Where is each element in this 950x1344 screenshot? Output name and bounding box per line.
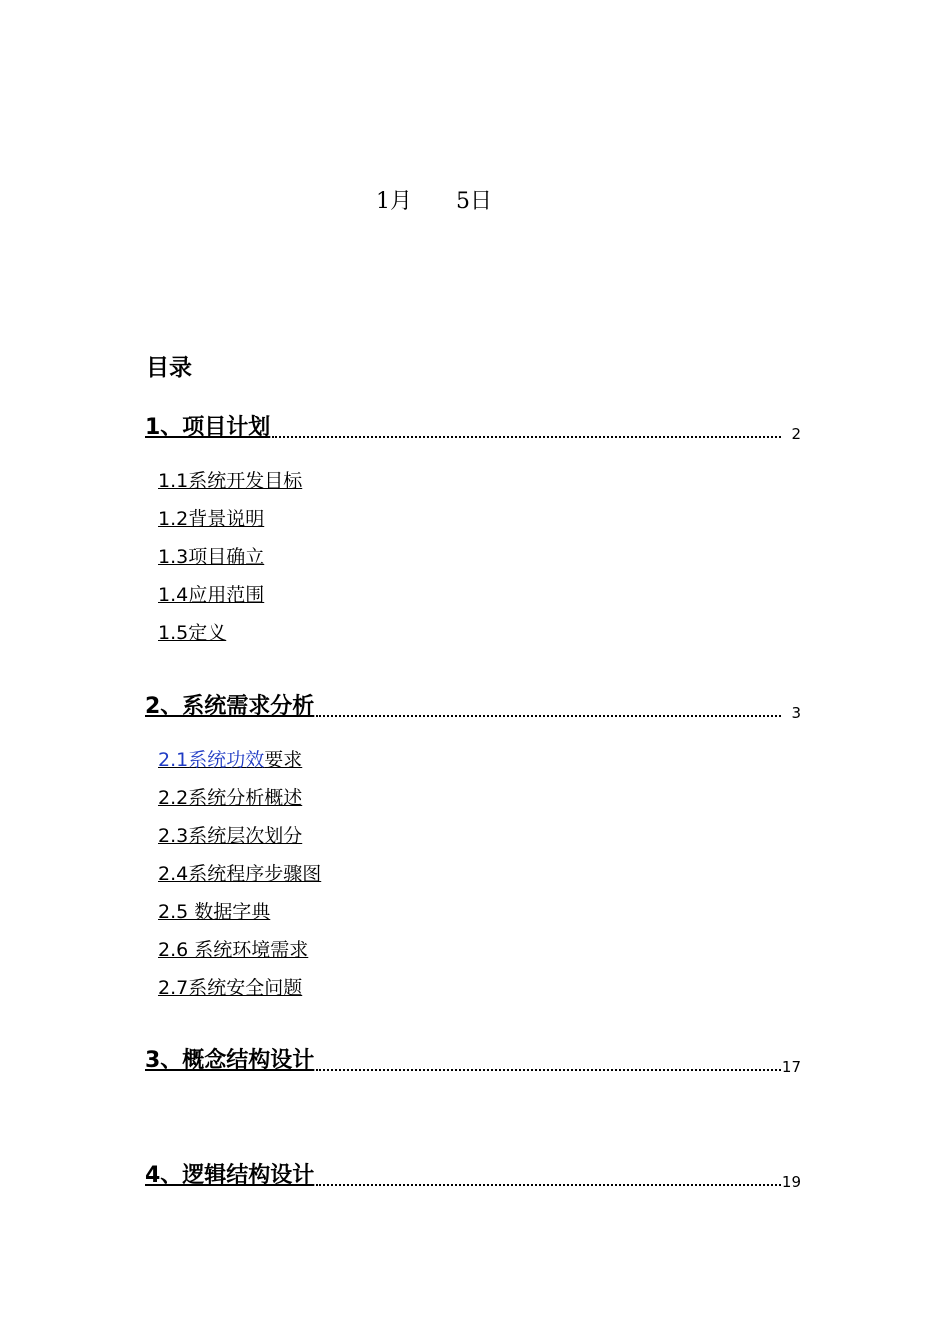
toc-entry[interactable]: 2.7系统安全问题 xyxy=(158,977,303,999)
toc-entry[interactable]: 2.2系统分析概述 xyxy=(158,787,303,809)
toc-entry[interactable]: 1.5定义 xyxy=(158,622,227,644)
toc-entry[interactable]: 2.5 数据字典 xyxy=(158,901,271,923)
toc-section-label[interactable]: 4、逻辑结构设计 xyxy=(145,1163,315,1188)
date-line xyxy=(376,184,492,215)
toc-page-number: 2 xyxy=(791,425,801,443)
toc-entry[interactable]: 1.1系统开发目标 xyxy=(158,470,303,492)
toc-section-3[interactable] xyxy=(145,1047,801,1077)
toc-page-number: 19 xyxy=(781,1173,801,1191)
toc-page-number: 17 xyxy=(781,1058,801,1076)
toc-section-label[interactable]: 2、系统需求分析 xyxy=(145,694,315,719)
leader-dots xyxy=(316,715,781,717)
toc-entry[interactable]: 1.2背景说明 xyxy=(158,508,265,530)
toc-page-number: 3 xyxy=(791,704,801,722)
toc-section-label[interactable]: 1、项目计划 xyxy=(145,415,271,440)
toc-entry[interactable]: 1.4应用范围 xyxy=(158,584,265,606)
toc-entry-link[interactable]: 2.1系统功效 xyxy=(158,749,265,771)
toc-title: 目录 xyxy=(146,355,192,381)
toc-section-2[interactable] xyxy=(145,693,801,723)
toc-entry[interactable]: 1.3项目确立 xyxy=(158,546,265,568)
toc-entry[interactable]: 2.3系统层次划分 xyxy=(158,825,303,847)
toc-entry[interactable]: 2.4系统程序步骤图 xyxy=(158,863,322,885)
toc-section-label[interactable]: 3、概念结构设计 xyxy=(145,1048,315,1073)
toc-section-1[interactable] xyxy=(145,414,801,444)
toc-section-4[interactable] xyxy=(145,1162,801,1192)
toc-entry-2-1[interactable] xyxy=(158,748,302,772)
toc-entry[interactable]: 2.6 系统环境需求 xyxy=(158,939,309,961)
leader-dots xyxy=(316,1069,781,1071)
leader-dots xyxy=(272,436,781,438)
date-month: 1月 xyxy=(376,189,412,214)
toc-entry-rest[interactable]: 要求 xyxy=(264,749,303,771)
leader-dots xyxy=(316,1184,781,1186)
date-day: 5日 xyxy=(456,189,492,214)
